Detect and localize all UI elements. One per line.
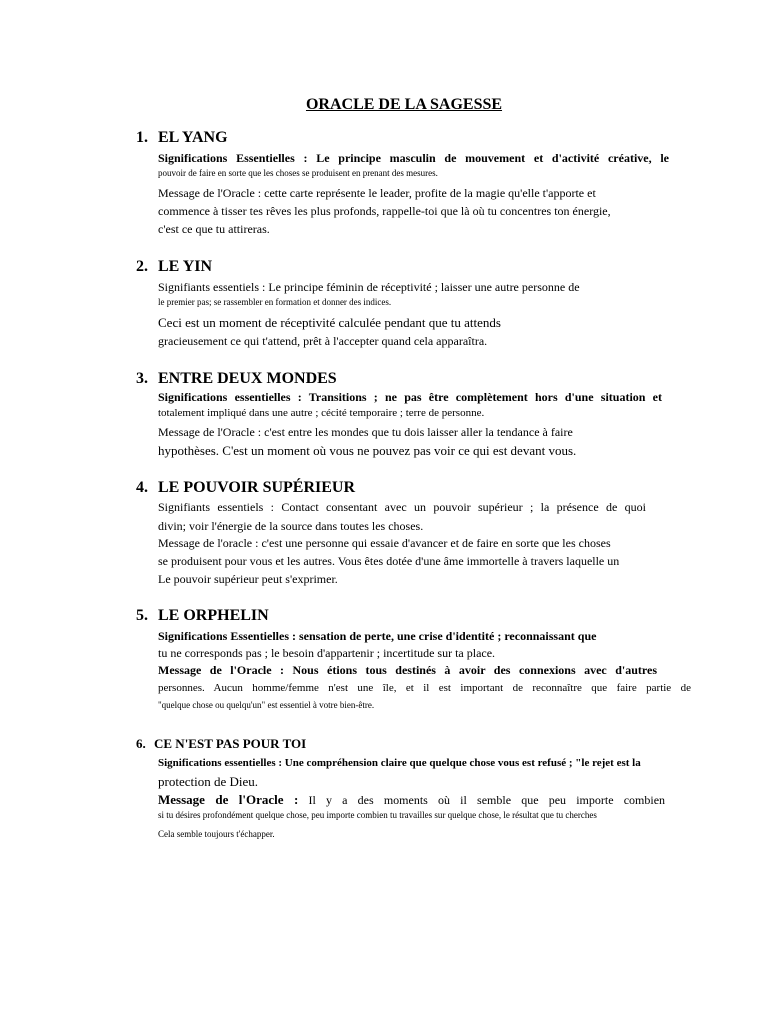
section-title: LE YIN: [158, 258, 213, 275]
message-line: c'est ce que tu attireras.: [158, 222, 270, 236]
message-line: se produisent pour vous et les autres. Vous êtes dotée d'une âme immortelle à travers laquelle un: [158, 554, 620, 568]
section-title: LE ORPHELIN: [158, 607, 269, 624]
message-line: [158, 792, 665, 808]
meaning-line: Significations Essentielles : Le principe masculin de mouvement et d'activité créative, le: [158, 151, 669, 165]
page-title: ORACLE DE LA SAGESSE: [305, 96, 503, 113]
meaning-line: Significations Essentielles : sensation de perte, une crise d'identité ; reconnaissant que: [158, 629, 597, 643]
section-number: 2.: [136, 258, 148, 275]
message-line: Message de l'Oracle : c'est entre les mondes que tu dois laisser aller la tendance à faire: [158, 425, 573, 439]
message-line: Ceci est un moment de réceptivité calculée pendant que tu attends: [158, 315, 501, 330]
message-line: Le pouvoir supérieur peut s'exprimer.: [158, 572, 338, 586]
meaning-line: tu ne corresponds pas ; le besoin d'appartenir ; incertitude sur ta place.: [158, 646, 496, 660]
section-title: LE POUVOIR SUPÉRIEUR: [158, 479, 356, 496]
section-heading: [136, 736, 306, 752]
message-line: "quelque chose ou quelqu'un" est essentiel à votre bien-être.: [158, 700, 375, 710]
meaning-line: divin; voir l'énergie de la source dans toutes les choses.: [158, 519, 424, 533]
section-title: ENTRE DEUX MONDES: [158, 370, 337, 387]
message-line: personnes. Aucun homme/femme n'est une île, et il est important de reconnaître que faire partie de: [158, 682, 691, 694]
section-number: 3.: [136, 370, 148, 387]
section-number: 1.: [136, 129, 148, 146]
message-line: Message de l'oracle : c'est une personne qui essaie d'avancer et de faire en sorte que les choses: [158, 536, 611, 550]
meaning-line: Signifiants essentiels : Contact consentant avec un pouvoir supérieur ; la présence de quoi: [158, 500, 646, 514]
message-line: Cela semble toujours t'échapper.: [158, 829, 275, 839]
message-line: si tu désires profondément quelque chose, peu importe combien tu travailles sur quelque chose, le résultat que tu cherches: [158, 810, 597, 820]
section-heading: [136, 479, 355, 497]
meaning-line: pouvoir de faire en sorte que les choses se produisent en prenant des mesures.: [158, 168, 438, 178]
section-number: 5.: [136, 607, 148, 624]
section-heading: [136, 129, 228, 147]
section-heading: [136, 370, 337, 388]
section-title: EL YANG: [158, 129, 228, 146]
section-heading: [136, 607, 269, 625]
message-text: Il y a des moments où il semble que peu importe combien: [308, 793, 666, 807]
meaning-line: le premier pas; se rassembler en formation et donner des indices.: [158, 297, 392, 307]
section-title: CE N'EST PAS POUR TOI: [154, 736, 307, 751]
meaning-line: totalement impliqué dans une autre ; cécité temporaire ; terre de personne.: [158, 407, 485, 419]
message-line: Message de l'Oracle : cette carte représente le leader, profite de la magie qu'elle t'apporte et: [158, 186, 596, 200]
message-line: commence à tisser tes rêves les plus profonds, rappelle-toi que là où tu concentres ton énergie,: [158, 204, 611, 218]
message-line: hypothèses. C'est un moment où vous ne pouvez pas voir ce qui est devant vous.: [158, 443, 577, 458]
section-number: 4.: [136, 479, 148, 496]
message-line: gracieusement ce qui t'attend, prêt à l'accepter quand cela apparaîtra.: [158, 334, 488, 348]
section-heading: [136, 258, 212, 276]
meaning-line: Signifiants essentiels : Le principe féminin de réceptivité ; laisser une autre personne de: [158, 280, 580, 294]
message-label: Message de l'Oracle :: [158, 792, 299, 807]
meaning-line: Significations essentielles : Transitions ; ne pas être complètement hors d'une situation et: [158, 390, 662, 404]
meaning-line: protection de Dieu.: [158, 774, 258, 789]
meaning-line: Significations essentielles : Une compréhension claire que quelque chose vous est refusé ; "le rejet est la: [158, 757, 641, 769]
section-number: 6.: [136, 736, 146, 751]
message-line: Message de l'Oracle : Nous étions tous destinés à avoir des connexions avec d'autres: [158, 663, 657, 677]
